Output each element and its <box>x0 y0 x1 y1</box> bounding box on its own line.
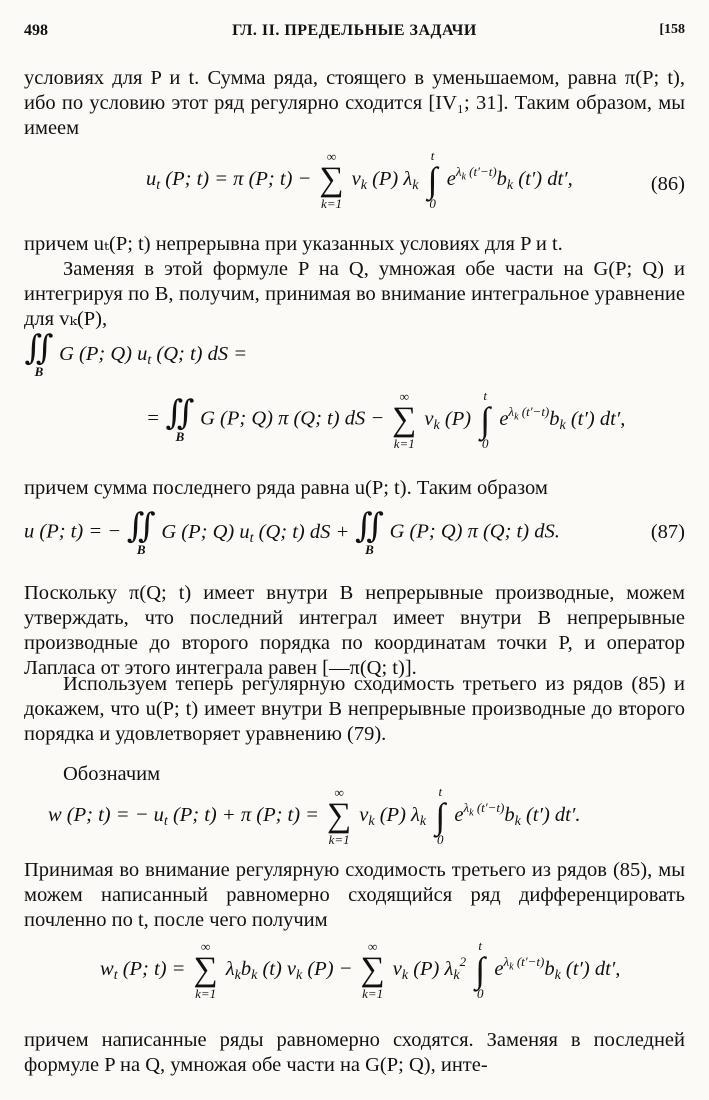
paragraph-7: Обозначим <box>63 763 161 785</box>
equation-integral-lhs: ∬ B G (P; Q) $u_t$ (Q; t) dS = <box>24 330 248 379</box>
paragraph-9: причем написанные ряды равномерно сходятся. Заменяя в последней формуле P на Q, умножая обе части на G(P; Q), инте- <box>24 1029 685 1076</box>
page-number: 498 <box>24 22 48 39</box>
equation-87: u (P; t) = − ∬ B G (P; Q) $u_t$ (Q; t) dS + ∬ B G (P; Q) π (Q; t) dS. <box>24 508 560 557</box>
equation-wt: $w_t$ (P; t) = ∞ ∑ k=1 $\lambda_kb_k$ (t) $v_k$ (P) − ∞ ∑ k=1 $v_k$ (P) $\lambda_k^2$ t ∫ 0 $e^{\lambda_k (t'-t)}b_k$ (t′) dt′, <box>100 938 621 1001</box>
paragraph-6: Используем теперь регулярную сходимость третьего из рядов (85) и докажем, что u(P; t) имеет внутри B непрерывные производные до второго порядка и удовлетворяет уравнению (79). <box>24 673 685 745</box>
paragraph-3: Заменяя в этой формуле P на Q, умножая обе части на G(P; Q) и интегрируя по B, получим, принимая во внимание интегральное уравнение для vₖ(P), <box>24 258 685 330</box>
equation-86: $u_t$ (P; t) = π (P; t) − ∞ ∑ k=1 $v_k$ (P) $\lambda_k$ t ∫ 0 $e^{\lambda_k (t'-t)}b_k$ (t′) dt′, <box>146 148 573 211</box>
equation-number-86: (86) <box>650 173 685 195</box>
section-marker: [158 <box>659 22 685 37</box>
equation-number-87: (87) <box>650 521 685 543</box>
equation-w: w (P; t) = − $u_t$ (P; t) + π (P; t) = ∞ ∑ k=1 $v_k$ (P) $\lambda_k$ t ∫ 0 $e^{\lambda_k (t'-t)}b_k$ (t′) dt′. <box>48 784 581 847</box>
paragraph-5: Поскольку π(Q; t) имеет внутри B непрерывные производные, можем утверждать, что последний интеграл имеет внутри B непрерывные производные до второго порядка по координатам точки P, и оператор Лапласа от этого интеграла равен [—π(Q; t)]. <box>24 582 685 679</box>
paragraph-2: причем uₜ(P; t) непрерывна при указанных условиях для P и t. <box>24 233 563 255</box>
paragraph-8: Принимая во внимание регулярную сходимость третьего из рядов (85), мы можем написанный равномерно сходящийся ряд дифференцировать почленно по t, после чего получим <box>24 859 685 931</box>
paragraph-1: условиях для P и t. Сумма ряда, стоящего в уменьшаемом, равна π(P; t), ибо по условию этот ряд регулярно сходится [IV₁; 31]. Таким образом, мы имеем <box>24 67 685 139</box>
paragraph-4: причем сумма последнего ряда равна u(P; t). Таким образом <box>24 477 548 499</box>
running-title: ГЛ. II. ПРЕДЕЛЬНЫЕ ЗАДАЧИ <box>232 22 477 39</box>
page-header <box>24 22 685 48</box>
equation-integral-rhs: = ∬ B G (P; Q) π (Q; t) dS − ∞ ∑ k=1 $v_k$ (P) t ∫ 0 $e^{\lambda_k (t'-t)}b_k$ (t′) dt′, <box>146 388 626 451</box>
